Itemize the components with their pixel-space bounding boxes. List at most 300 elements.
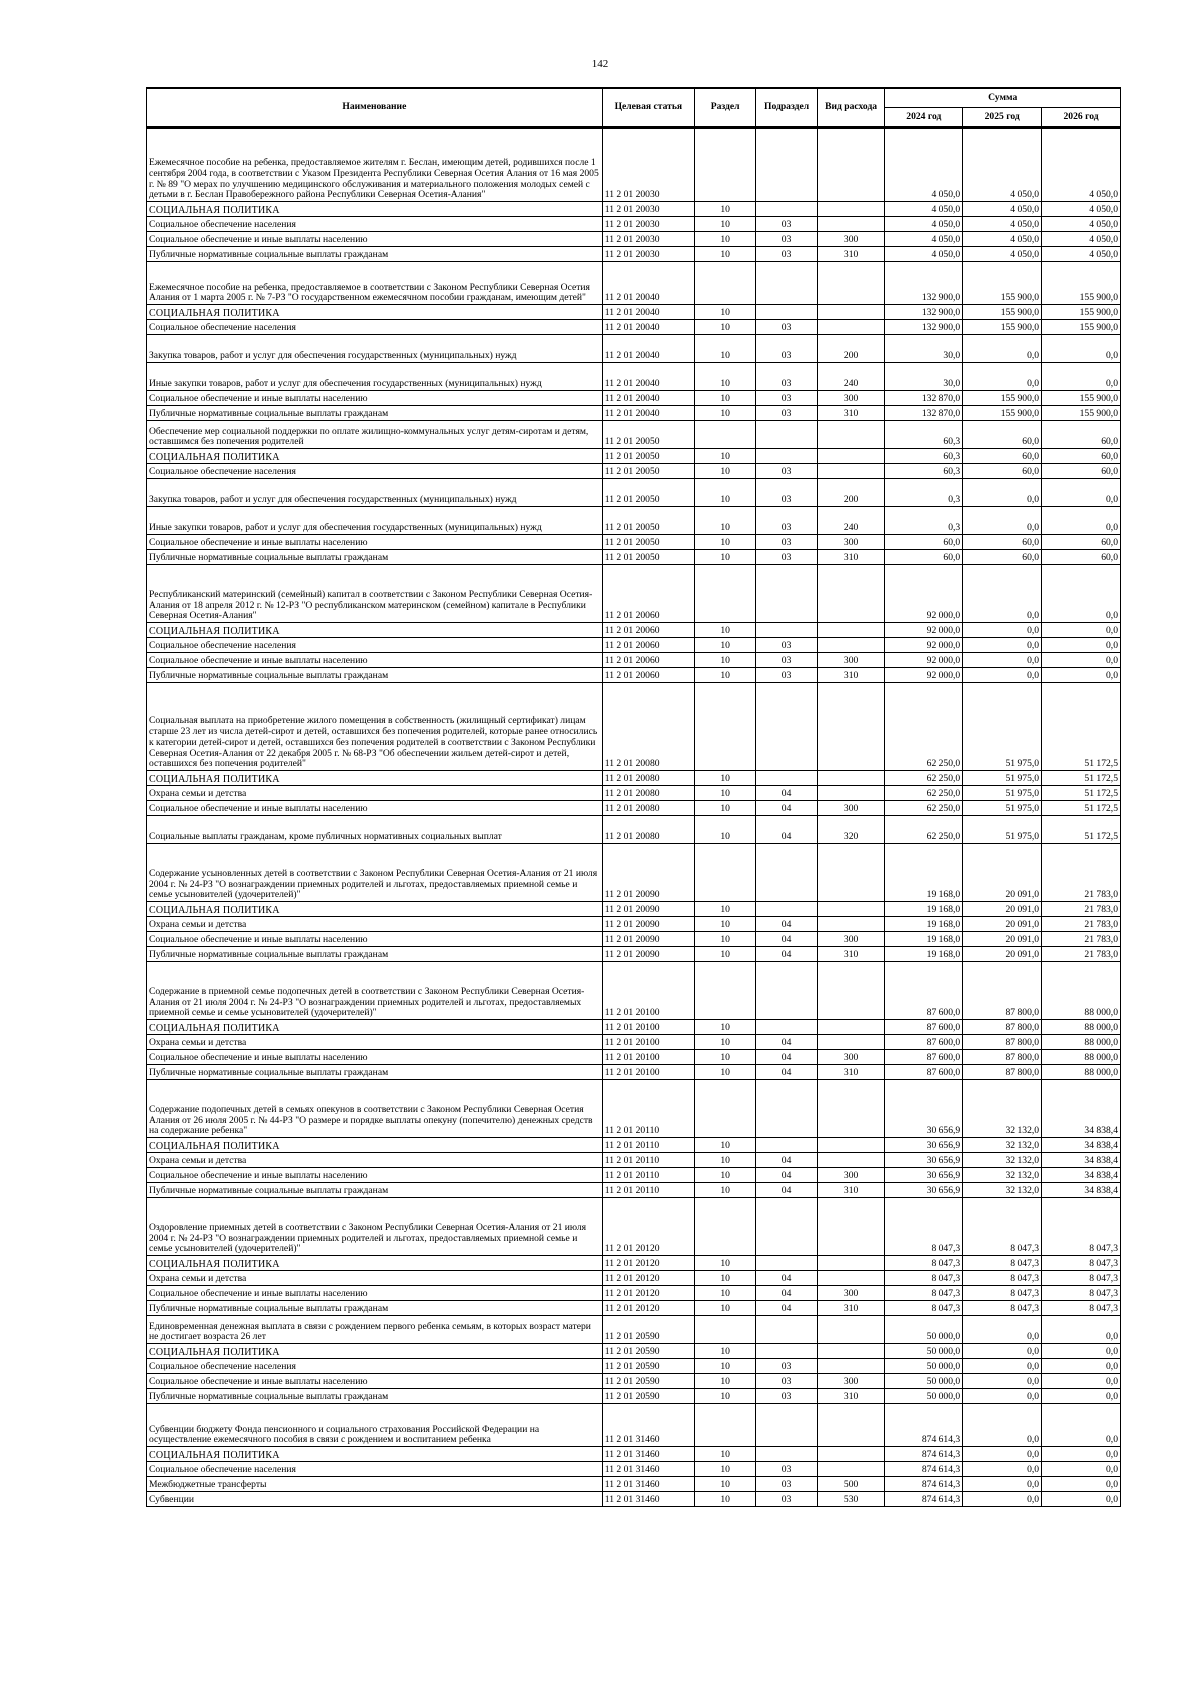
- row-section: 10: [694, 1462, 755, 1477]
- row-target-article: 11 2 01 20050: [602, 449, 694, 464]
- row-expense-type: [817, 305, 885, 320]
- table-row: [147, 535, 1121, 550]
- row-target-article: 11 2 01 20110: [602, 1080, 694, 1138]
- table-row: [147, 449, 1121, 464]
- row-target-article: 11 2 01 31460: [602, 1477, 694, 1492]
- row-section: 10: [694, 1477, 755, 1492]
- row-section: [694, 683, 755, 771]
- row-name: Социальное обеспечение населения: [147, 320, 603, 335]
- row-subsection: [756, 1447, 817, 1462]
- row-subsection: 03: [756, 1492, 817, 1507]
- row-target-article: 11 2 01 20090: [602, 947, 694, 962]
- row-sum-2026: 155 900,0: [1042, 391, 1121, 406]
- row-subsection: [756, 421, 817, 449]
- row-subsection: 03: [756, 550, 817, 565]
- row-target-article: 11 2 01 20050: [602, 479, 694, 507]
- row-subsection: [756, 1344, 817, 1359]
- row-sum-2024: 92 000,0: [885, 668, 963, 683]
- row-name: Социальное обеспечение и иные выплаты населению: [147, 1168, 603, 1183]
- row-subsection: 04: [756, 1271, 817, 1286]
- row-section: 10: [694, 232, 755, 247]
- row-subsection: 03: [756, 391, 817, 406]
- row-sum-2026: 8 047,3: [1042, 1301, 1121, 1316]
- row-sum-2025: 155 900,0: [963, 320, 1042, 335]
- row-name: Закупка товаров, работ и услуг для обеспечения государственных (муниципальных) нужд: [147, 479, 603, 507]
- row-subsection: 03: [756, 363, 817, 391]
- row-sum-2025: 0,0: [963, 1404, 1042, 1447]
- row-section: 10: [694, 363, 755, 391]
- row-subsection: [756, 262, 817, 305]
- row-name: Содержание в приемной семье подопечных детей в соответствии с Законом Республики Северная Осетия-Алания от 21 июля 2004 г. № 24-РЗ "О вознаграждении приемных родителей и льготах, предоставляемых приемной семье и семье усыновителей (удочерителей)": [147, 962, 603, 1020]
- row-name: Публичные нормативные социальные выплаты гражданам: [147, 406, 603, 421]
- row-target-article: 11 2 01 20590: [602, 1359, 694, 1374]
- row-sum-2024: 874 614,3: [885, 1404, 963, 1447]
- table-row: [147, 1271, 1121, 1286]
- row-section: [694, 565, 755, 623]
- row-subsection: [756, 202, 817, 217]
- row-sum-2024: 87 600,0: [885, 1065, 963, 1080]
- row-target-article: 11 2 01 20060: [602, 668, 694, 683]
- table-row: [147, 917, 1121, 932]
- row-sum-2026: 0,0: [1042, 363, 1121, 391]
- row-section: 10: [694, 1138, 755, 1153]
- row-sum-2026: 60,0: [1042, 464, 1121, 479]
- row-sum-2025: 8 047,3: [963, 1271, 1042, 1286]
- row-expense-type: [817, 917, 885, 932]
- row-subsection: 04: [756, 947, 817, 962]
- row-sum-2024: 8 047,3: [885, 1271, 963, 1286]
- row-section: [694, 1080, 755, 1138]
- table-row: [147, 1050, 1121, 1065]
- row-target-article: 11 2 01 20120: [602, 1271, 694, 1286]
- row-target-article: 11 2 01 20040: [602, 262, 694, 305]
- row-target-article: 11 2 01 20080: [602, 816, 694, 844]
- table-row: [147, 902, 1121, 917]
- row-subsection: 04: [756, 1168, 817, 1183]
- row-section: [694, 844, 755, 902]
- row-name: Закупка товаров, работ и услуг для обеспечения государственных (муниципальных) нужд: [147, 335, 603, 363]
- table-row: [147, 550, 1121, 565]
- row-sum-2026: 8 047,3: [1042, 1256, 1121, 1271]
- row-sum-2026: 51 172,5: [1042, 786, 1121, 801]
- row-subsection: 03: [756, 1477, 817, 1492]
- row-subsection: [756, 771, 817, 786]
- row-section: 10: [694, 449, 755, 464]
- row-sum-2025: 0,0: [963, 1359, 1042, 1374]
- row-target-article: 11 2 01 20100: [602, 962, 694, 1020]
- row-sum-2026: 0,0: [1042, 507, 1121, 535]
- row-section: 10: [694, 1256, 755, 1271]
- row-name: Социальное обеспечение и иные выплаты населению: [147, 232, 603, 247]
- row-sum-2024: 4 050,0: [885, 247, 963, 262]
- row-target-article: 11 2 01 20040: [602, 391, 694, 406]
- row-target-article: 11 2 01 20060: [602, 623, 694, 638]
- row-sum-2025: 0,0: [963, 1316, 1042, 1344]
- table-row: [147, 363, 1121, 391]
- row-sum-2024: 19 168,0: [885, 947, 963, 962]
- row-sum-2025: 32 132,0: [963, 1138, 1042, 1153]
- row-sum-2024: 132 900,0: [885, 320, 963, 335]
- row-target-article: 11 2 01 20080: [602, 786, 694, 801]
- row-section: 10: [694, 1065, 755, 1080]
- row-sum-2025: 60,0: [963, 421, 1042, 449]
- row-section: 10: [694, 1153, 755, 1168]
- row-target-article: 11 2 01 20120: [602, 1256, 694, 1271]
- row-expense-type: 530: [817, 1492, 885, 1507]
- row-subsection: 03: [756, 507, 817, 535]
- table-row: [147, 1138, 1121, 1153]
- table-row: [147, 1198, 1121, 1256]
- row-sum-2025: 0,0: [963, 507, 1042, 535]
- row-section: [694, 962, 755, 1020]
- row-name: СОЦИАЛЬНАЯ ПОЛИТИКА: [147, 1447, 603, 1462]
- row-sum-2024: 874 614,3: [885, 1447, 963, 1462]
- row-expense-type: 310: [817, 1301, 885, 1316]
- table-row: [147, 801, 1121, 816]
- row-sum-2024: 30 656,9: [885, 1183, 963, 1198]
- row-expense-type: [817, 421, 885, 449]
- row-sum-2024: 30 656,9: [885, 1153, 963, 1168]
- table-row: [147, 262, 1121, 305]
- row-section: 10: [694, 464, 755, 479]
- row-name: Социальная выплата на приобретение жилого помещения в собственность (жилищный сертификат) лицам старше 23 лет из числа детей-сирот и детей, оставшихся без попечения родителей, которые ранее относились к категории детей-сирот и детей, оставшихся без попечения родителей в соответствии с Законом Республики Северная Осетия-Алания от 22 декабря 2005 г. № 68-РЗ "Об обеспечении жильем детей-сирот и детей, оставшихся без попечения родителей": [147, 683, 603, 771]
- row-name: Публичные нормативные социальные выплаты гражданам: [147, 668, 603, 683]
- row-section: [694, 262, 755, 305]
- row-subsection: [756, 1138, 817, 1153]
- row-name: Иные закупки товаров, работ и услуг для обеспечения государственных (муниципальных) нужд: [147, 363, 603, 391]
- row-subsection: 04: [756, 932, 817, 947]
- row-subsection: 03: [756, 535, 817, 550]
- table-row: [147, 1374, 1121, 1389]
- row-sum-2024: 62 250,0: [885, 816, 963, 844]
- table-row: [147, 844, 1121, 902]
- table-row: [147, 1020, 1121, 1035]
- row-target-article: 11 2 01 20030: [602, 232, 694, 247]
- row-subsection: 03: [756, 1359, 817, 1374]
- row-sum-2024: 60,3: [885, 464, 963, 479]
- row-sum-2024: 30 656,9: [885, 1168, 963, 1183]
- row-expense-type: 300: [817, 801, 885, 816]
- row-sum-2024: 60,3: [885, 421, 963, 449]
- row-name: СОЦИАЛЬНАЯ ПОЛИТИКА: [147, 623, 603, 638]
- row-sum-2024: 50 000,0: [885, 1316, 963, 1344]
- row-section: 10: [694, 1492, 755, 1507]
- row-expense-type: [817, 1344, 885, 1359]
- row-name: Социальное обеспечение и иные выплаты населению: [147, 535, 603, 550]
- row-expense-type: [817, 683, 885, 771]
- row-sum-2026: 4 050,0: [1042, 217, 1121, 232]
- row-sum-2025: 87 800,0: [963, 1020, 1042, 1035]
- row-subsection: [756, 565, 817, 623]
- row-target-article: 11 2 01 20030: [602, 202, 694, 217]
- row-name: Охрана семьи и детства: [147, 786, 603, 801]
- row-section: [694, 1404, 755, 1447]
- row-section: 10: [694, 535, 755, 550]
- row-target-article: 11 2 01 20040: [602, 335, 694, 363]
- row-target-article: 11 2 01 20040: [602, 320, 694, 335]
- row-sum-2025: 51 975,0: [963, 683, 1042, 771]
- row-section: [694, 1316, 755, 1344]
- table-row: [147, 1168, 1121, 1183]
- row-sum-2026: 8 047,3: [1042, 1271, 1121, 1286]
- row-sum-2025: 20 091,0: [963, 902, 1042, 917]
- row-sum-2026: 34 838,4: [1042, 1080, 1121, 1138]
- row-expense-type: 300: [817, 653, 885, 668]
- row-expense-type: 300: [817, 1374, 885, 1389]
- table-row: [147, 247, 1121, 262]
- row-sum-2024: 60,0: [885, 535, 963, 550]
- row-sum-2026: 88 000,0: [1042, 1065, 1121, 1080]
- row-subsection: 03: [756, 479, 817, 507]
- row-expense-type: [817, 1198, 885, 1256]
- row-name: Охрана семьи и детства: [147, 1035, 603, 1050]
- row-sum-2025: 4 050,0: [963, 247, 1042, 262]
- row-name: СОЦИАЛЬНАЯ ПОЛИТИКА: [147, 902, 603, 917]
- row-sum-2024: 8 047,3: [885, 1256, 963, 1271]
- row-sum-2024: 92 000,0: [885, 638, 963, 653]
- row-sum-2025: 51 975,0: [963, 801, 1042, 816]
- row-expense-type: [817, 1462, 885, 1477]
- row-sum-2026: 0,0: [1042, 565, 1121, 623]
- row-sum-2026: 51 172,5: [1042, 801, 1121, 816]
- row-subsection: 04: [756, 917, 817, 932]
- row-name: Обеспечение мер социальной поддержки по оплате жилищно-коммунальных услуг детям-сиротам и детям, оставшимся без попечения родителей: [147, 421, 603, 449]
- row-sum-2025: 87 800,0: [963, 1065, 1042, 1080]
- header-year-2025: 2025 год: [963, 108, 1042, 128]
- row-sum-2024: 92 000,0: [885, 623, 963, 638]
- row-section: 10: [694, 1183, 755, 1198]
- row-sum-2025: 60,0: [963, 535, 1042, 550]
- row-sum-2026: 34 838,4: [1042, 1168, 1121, 1183]
- row-sum-2026: 0,0: [1042, 1462, 1121, 1477]
- row-name: СОЦИАЛЬНАЯ ПОЛИТИКА: [147, 1020, 603, 1035]
- row-sum-2024: 4 050,0: [885, 128, 963, 202]
- row-target-article: 11 2 01 20110: [602, 1168, 694, 1183]
- row-sum-2026: 60,0: [1042, 535, 1121, 550]
- row-section: 10: [694, 786, 755, 801]
- row-section: 10: [694, 406, 755, 421]
- row-section: 10: [694, 247, 755, 262]
- row-sum-2025: 4 050,0: [963, 217, 1042, 232]
- row-section: 10: [694, 305, 755, 320]
- row-sum-2024: 50 000,0: [885, 1389, 963, 1404]
- row-section: 10: [694, 1301, 755, 1316]
- row-section: 10: [694, 1344, 755, 1359]
- table-row: [147, 128, 1121, 202]
- row-sum-2024: 60,3: [885, 449, 963, 464]
- row-expense-type: 300: [817, 1286, 885, 1301]
- row-sum-2026: 34 838,4: [1042, 1153, 1121, 1168]
- row-section: 10: [694, 623, 755, 638]
- row-section: 10: [694, 771, 755, 786]
- row-sum-2026: 60,0: [1042, 449, 1121, 464]
- row-subsection: 04: [756, 1183, 817, 1198]
- row-target-article: 11 2 01 20120: [602, 1286, 694, 1301]
- row-name: СОЦИАЛЬНАЯ ПОЛИТИКА: [147, 305, 603, 320]
- row-sum-2026: 88 000,0: [1042, 1020, 1121, 1035]
- row-sum-2025: 51 975,0: [963, 816, 1042, 844]
- row-target-article: 11 2 01 20060: [602, 653, 694, 668]
- table-row: [147, 1344, 1121, 1359]
- row-sum-2025: 20 091,0: [963, 844, 1042, 902]
- row-target-article: 11 2 01 20050: [602, 535, 694, 550]
- row-target-article: 11 2 01 20090: [602, 844, 694, 902]
- row-expense-type: [817, 1035, 885, 1050]
- row-sum-2025: 0,0: [963, 363, 1042, 391]
- row-name: Межбюджетные трансферты: [147, 1477, 603, 1492]
- row-expense-type: 310: [817, 406, 885, 421]
- row-expense-type: 200: [817, 335, 885, 363]
- row-subsection: [756, 623, 817, 638]
- row-sum-2026: 4 050,0: [1042, 232, 1121, 247]
- row-sum-2024: 132 900,0: [885, 305, 963, 320]
- row-subsection: 03: [756, 638, 817, 653]
- row-sum-2024: 874 614,3: [885, 1477, 963, 1492]
- row-sum-2025: 0,0: [963, 668, 1042, 683]
- row-sum-2024: 92 000,0: [885, 653, 963, 668]
- row-sum-2025: 60,0: [963, 449, 1042, 464]
- row-sum-2024: 0,3: [885, 507, 963, 535]
- row-sum-2024: 87 600,0: [885, 1035, 963, 1050]
- row-name: Социальное обеспечение и иные выплаты населению: [147, 932, 603, 947]
- header-section: Раздел: [694, 88, 755, 128]
- row-target-article: 11 2 01 20040: [602, 305, 694, 320]
- row-expense-type: [817, 962, 885, 1020]
- row-section: 10: [694, 1447, 755, 1462]
- row-target-article: 11 2 01 31460: [602, 1447, 694, 1462]
- row-section: 10: [694, 932, 755, 947]
- table-row: [147, 320, 1121, 335]
- row-section: 10: [694, 1389, 755, 1404]
- row-subsection: [756, 449, 817, 464]
- row-section: 10: [694, 1050, 755, 1065]
- row-target-article: 11 2 01 20040: [602, 363, 694, 391]
- row-expense-type: [817, 1316, 885, 1344]
- row-expense-type: [817, 464, 885, 479]
- row-subsection: [756, 683, 817, 771]
- row-name: Социальное обеспечение и иные выплаты населению: [147, 653, 603, 668]
- table-row: [147, 1256, 1121, 1271]
- row-subsection: 03: [756, 320, 817, 335]
- row-section: 10: [694, 507, 755, 535]
- table-body: [147, 128, 1121, 1507]
- row-target-article: 11 2 01 20060: [602, 565, 694, 623]
- row-section: 10: [694, 947, 755, 962]
- row-sum-2026: 0,0: [1042, 1404, 1121, 1447]
- table-row: [147, 202, 1121, 217]
- table-row: [147, 962, 1121, 1020]
- row-subsection: [756, 1198, 817, 1256]
- row-sum-2026: 0,0: [1042, 638, 1121, 653]
- row-name: Охрана семьи и детства: [147, 1153, 603, 1168]
- row-sum-2025: 155 900,0: [963, 305, 1042, 320]
- row-name: Содержание усыновленных детей в соответствии с Законом Республики Северная Осетия-Алания от 21 июля 2004 г. № 24-РЗ "О вознаграждении приемных родителей и льготах, предоставляемых приемной семье и семье усыновителей (удочерителей)": [147, 844, 603, 902]
- row-sum-2026: 4 050,0: [1042, 202, 1121, 217]
- row-target-article: 11 2 01 20050: [602, 421, 694, 449]
- row-target-article: 11 2 01 20050: [602, 507, 694, 535]
- table-row: [147, 406, 1121, 421]
- header-subsection: Подраздел: [756, 88, 817, 128]
- row-target-article: 11 2 01 20110: [602, 1138, 694, 1153]
- row-expense-type: 300: [817, 232, 885, 247]
- row-name: Социальное обеспечение населения: [147, 638, 603, 653]
- header-year-2024: 2024 год: [885, 108, 963, 128]
- row-target-article: 11 2 01 31460: [602, 1404, 694, 1447]
- row-sum-2026: 4 050,0: [1042, 128, 1121, 202]
- row-sum-2026: 0,0: [1042, 1492, 1121, 1507]
- row-subsection: 03: [756, 668, 817, 683]
- row-sum-2024: 62 250,0: [885, 801, 963, 816]
- row-name: Социальное обеспечение населения: [147, 464, 603, 479]
- row-name: Публичные нормативные социальные выплаты гражданам: [147, 947, 603, 962]
- row-name: Охрана семьи и детства: [147, 1271, 603, 1286]
- row-sum-2026: 0,0: [1042, 1374, 1121, 1389]
- table-row: [147, 232, 1121, 247]
- row-sum-2024: 30,0: [885, 335, 963, 363]
- row-sum-2026: 155 900,0: [1042, 262, 1121, 305]
- row-section: 10: [694, 801, 755, 816]
- row-target-article: 11 2 01 20120: [602, 1301, 694, 1316]
- row-subsection: 04: [756, 1050, 817, 1065]
- row-sum-2026: 8 047,3: [1042, 1198, 1121, 1256]
- header-year-2026: 2026 год: [1042, 108, 1121, 128]
- row-subsection: [756, 1080, 817, 1138]
- row-sum-2024: 50 000,0: [885, 1374, 963, 1389]
- page-number: 142: [591, 58, 609, 70]
- row-name: Социальное обеспечение и иные выплаты населению: [147, 1286, 603, 1301]
- row-name: Ежемесячное пособие на ребенка, предоставляемое в соответствии с Законом Республики Северная Осетия Алания от 1 марта 2005 г. № 7-РЗ "О государственном ежемесячном пособии гражданам, имеющим детей": [147, 262, 603, 305]
- row-subsection: 03: [756, 1374, 817, 1389]
- row-sum-2024: 19 168,0: [885, 902, 963, 917]
- row-section: 10: [694, 1374, 755, 1389]
- row-section: 10: [694, 1286, 755, 1301]
- row-sum-2024: 50 000,0: [885, 1359, 963, 1374]
- table-row: [147, 1080, 1121, 1138]
- row-target-article: 11 2 01 20090: [602, 902, 694, 917]
- row-sum-2026: 0,0: [1042, 1344, 1121, 1359]
- row-sum-2024: 4 050,0: [885, 217, 963, 232]
- row-sum-2025: 60,0: [963, 550, 1042, 565]
- row-target-article: 11 2 01 20040: [602, 406, 694, 421]
- row-target-article: 11 2 01 20080: [602, 801, 694, 816]
- row-name: Публичные нормативные социальные выплаты гражданам: [147, 1183, 603, 1198]
- row-sum-2025: 8 047,3: [963, 1198, 1042, 1256]
- row-expense-type: [817, 128, 885, 202]
- row-target-article: 11 2 01 20030: [602, 217, 694, 232]
- row-expense-type: [817, 902, 885, 917]
- row-name: Единовременная денежная выплата в связи с рождением первого ребенка семьям, в которых возраст матери не достигает возраста 26 лет: [147, 1316, 603, 1344]
- row-section: 10: [694, 1035, 755, 1050]
- row-subsection: [756, 844, 817, 902]
- row-sum-2024: 874 614,3: [885, 1462, 963, 1477]
- row-sum-2025: 51 975,0: [963, 771, 1042, 786]
- row-sum-2024: 30 656,9: [885, 1138, 963, 1153]
- row-sum-2025: 8 047,3: [963, 1286, 1042, 1301]
- row-sum-2026: 0,0: [1042, 1389, 1121, 1404]
- row-sum-2025: 32 132,0: [963, 1183, 1042, 1198]
- row-expense-type: [817, 1256, 885, 1271]
- table-row: [147, 623, 1121, 638]
- row-subsection: 04: [756, 786, 817, 801]
- row-sum-2025: 0,0: [963, 1344, 1042, 1359]
- row-sum-2026: 21 783,0: [1042, 844, 1121, 902]
- row-sum-2024: 87 600,0: [885, 1020, 963, 1035]
- row-sum-2024: 60,0: [885, 550, 963, 565]
- row-sum-2025: 0,0: [963, 565, 1042, 623]
- row-sum-2026: 21 783,0: [1042, 932, 1121, 947]
- row-sum-2025: 0,0: [963, 1492, 1042, 1507]
- row-sum-2024: 87 600,0: [885, 962, 963, 1020]
